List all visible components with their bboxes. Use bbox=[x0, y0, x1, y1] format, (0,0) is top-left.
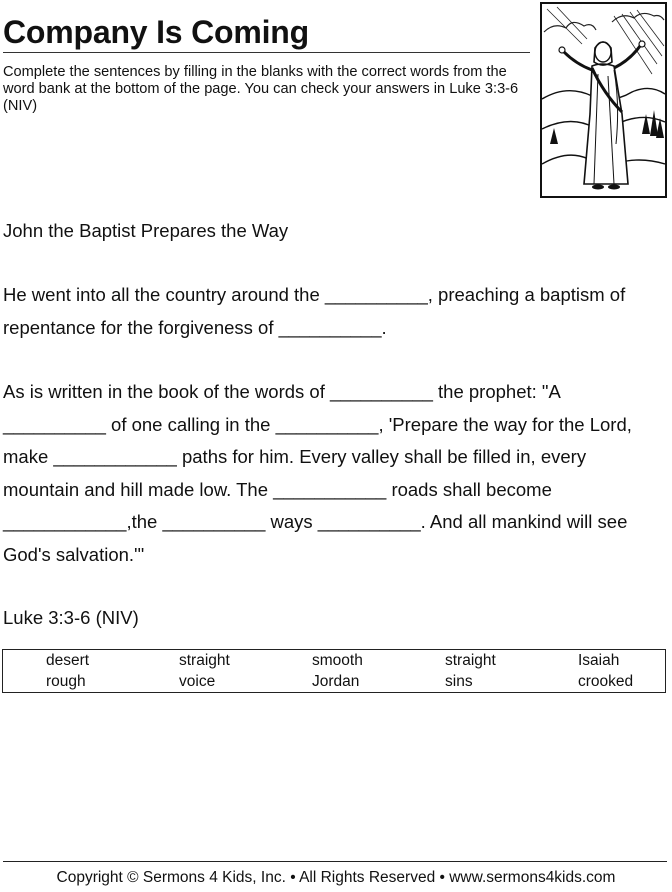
footer-divider bbox=[3, 861, 667, 862]
word-bank-word: smooth bbox=[312, 652, 363, 669]
fill-in-paragraph-1: He went into all the country around the __________, preaching a baptism of repentance for the forgiveness of __________. bbox=[3, 284, 626, 338]
word-bank-word: desert bbox=[46, 652, 90, 669]
word-bank-word: straight bbox=[445, 652, 496, 669]
word-bank bbox=[2, 649, 666, 693]
word-bank-word: Isaiah bbox=[578, 652, 620, 669]
scripture-reference: Luke 3:3-6 (NIV) bbox=[3, 607, 139, 628]
section-title: John the Baptist Prepares the Way bbox=[3, 220, 289, 241]
jesus-illustration bbox=[540, 2, 667, 198]
page-title: Company Is Coming bbox=[3, 12, 530, 53]
word-bank-word: sins bbox=[445, 673, 473, 690]
word-bank-row bbox=[3, 672, 665, 694]
instructions-text: Complete the sentences by filling in the blanks with the correct words from the word bank at the bottom of the page. You can check your answers in Luke 3:3-6 (NIV) bbox=[3, 64, 519, 114]
jesus-illustration-drawing bbox=[542, 4, 665, 196]
fill-in-paragraph-2: As is written in the book of the words of __________ the prophet: "A __________ of one calling in the __________, 'Prepare the way for the Lord, make ____________ paths for him. Every valley shall be filled in, every mountain and hill made low. The ___________ roads shall become ____________,the __________ ways __________. And all mankind will see God's salvation.'" bbox=[3, 381, 632, 565]
word-bank-word: crooked bbox=[578, 673, 634, 690]
word-bank-word: rough bbox=[46, 673, 86, 690]
word-bank-word: Jordan bbox=[312, 673, 360, 690]
word-bank-word: voice bbox=[179, 673, 216, 690]
copyright-footer: Copyright © Sermons 4 Kids, Inc. • All Rights Reserved • www.sermons4kids.com bbox=[56, 869, 616, 886]
word-bank-row bbox=[3, 651, 665, 673]
word-bank-word: straight bbox=[179, 652, 230, 669]
